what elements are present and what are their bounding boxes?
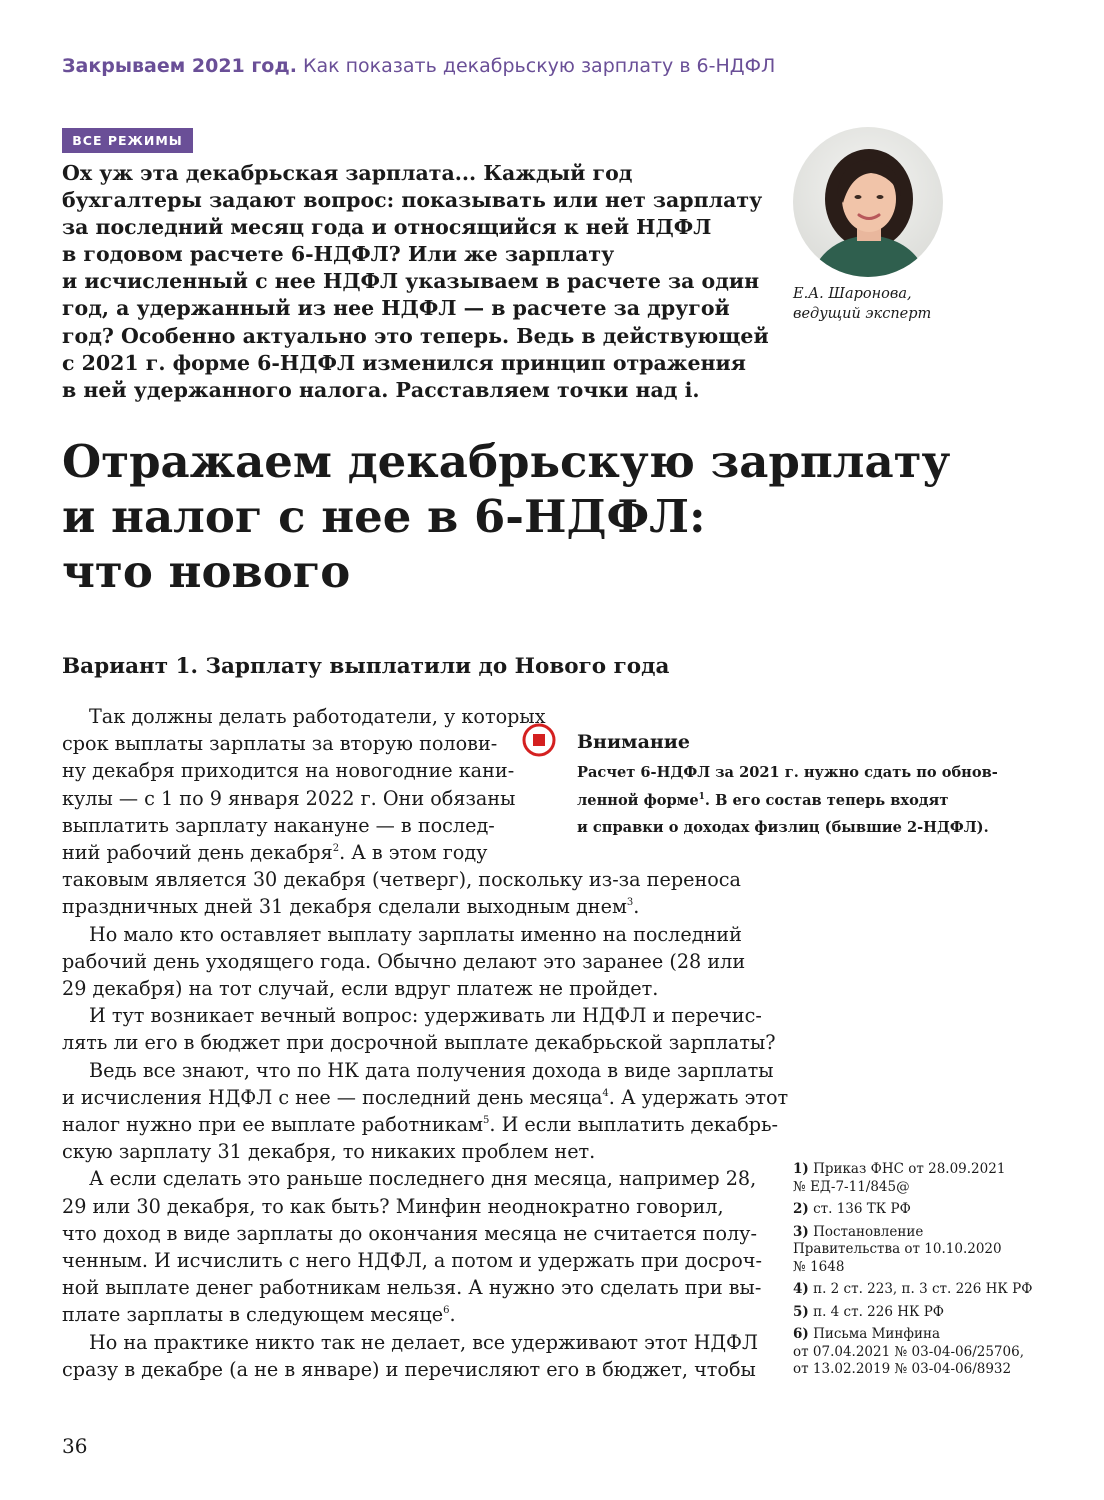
author-portrait-icon — [793, 127, 943, 277]
lead-line: и исчисленный с нее НДФЛ указываем в расчете за один — [62, 269, 760, 294]
body-line: и исчисления НДФЛ с нее — последний день месяца$^4$. А удержать этот — [62, 1085, 789, 1109]
body-line: праздничных дней 31 декабря сделали выходным днем$^3$. — [62, 895, 640, 919]
lead-line: год? Особенно актуально это теперь. Ведь в действующей — [62, 323, 769, 348]
body-line: кулы — с 1 по 9 января 2022 г. Они обязаны — [62, 786, 516, 810]
footnote: 6) Письма Минфина от 07.04.2021 № 03-04-06/25706, от 13.02.2019 № 03-04-06/8932 — [793, 1326, 1024, 1377]
headline-line: Отражаем декабрьскую зарплату — [62, 435, 951, 488]
lead-line: Ох уж эта декабрьская зарплата... Каждый год — [62, 161, 633, 185]
footnotes — [793, 1161, 1033, 1384]
body-line: рабочий день уходящего года. Обычно делают это заранее (28 или — [62, 949, 746, 973]
body-line: Ведь все знают, что по НК дата получения дохода в виде зарплаты — [89, 1058, 774, 1082]
lead-line: бухгалтеры задают вопрос: показывать или нет зарплату — [62, 188, 763, 213]
lead-paragraph — [62, 160, 769, 404]
body-line: таковым является 30 декабря (четверг), поскольку из-за переноса — [62, 868, 741, 892]
body-line: Но мало кто оставляет выплату зарплаты именно на последний — [89, 922, 742, 946]
author-caption — [793, 284, 931, 324]
body-line: 29 или 30 декабря, то как быть? Минфин неоднократно говорил, — [62, 1194, 724, 1218]
article-headline — [62, 434, 950, 599]
body-line: Но на практике никто так не делает, все удерживают этот НДФЛ — [89, 1330, 758, 1354]
lead-line: год, а удержанный из нее НДФЛ — в расчете за другой — [62, 296, 730, 321]
body-line: ченным. И исчислить с него НДФЛ, а потом и удержать при досроч- — [62, 1249, 762, 1273]
footnote: 1) Приказ ФНС от 28.09.2021 № ЕД-7-11/845@ — [793, 1161, 1006, 1195]
attention-line: и справки о доходах физлиц (бывшие 2-НДФЛ). — [577, 819, 989, 836]
headline-line: что нового — [62, 545, 351, 598]
page-number: 36 — [62, 1434, 88, 1458]
author-photo — [793, 127, 943, 277]
body-line: А если сделать это раньше последнего дня месяца, например 28, — [89, 1167, 757, 1191]
lead-line: за последний месяц года и относящийся к ней НДФЛ — [62, 215, 712, 240]
body-line: И тут возникает вечный вопрос: удерживать ли НДФЛ и перечис- — [89, 1004, 762, 1028]
footnote: 2) ст. 136 ТК РФ — [793, 1201, 911, 1217]
body-line: ний рабочий день декабря$^2$. А в этом году — [62, 841, 488, 865]
attention-line: ленной форме$^1$. В его состав теперь входят — [577, 791, 949, 809]
body-line: сразу в декабре (а не в январе) и перечисляют его в бюджет, чтобы — [62, 1357, 756, 1381]
body-line: ной выплате денег работникам нельзя. А нужно это сделать при вы- — [62, 1276, 762, 1300]
body-line: выплатить зарплату накануне — в послед- — [62, 813, 495, 837]
body-line: 29 декабря) на тот случай, если вдруг платеж не пройдет. — [62, 977, 659, 1001]
footnote-ref: 3 — [626, 897, 634, 909]
author-role: ведущий эксперт — [793, 306, 932, 322]
body-line: скую зарплату 31 декабря, то никаких проблем нет. — [62, 1140, 596, 1164]
footnote: 5) п. 4 ст. 226 НК РФ — [793, 1303, 945, 1320]
body-line: ну декабря приходится на новогодние кани- — [62, 759, 515, 783]
body-line: что доход в виде зарплаты до окончания месяца не считается полу- — [62, 1221, 757, 1245]
footnote-ref: 2 — [332, 843, 340, 855]
author-name: Е.А. Шаронова, — [793, 286, 912, 302]
lead-line: в годовом расчете 6-НДФЛ? Или же зарплату — [62, 242, 615, 267]
body-line: плате зарплаты в следующем месяце$^6$. — [62, 1303, 456, 1327]
body-line: налог нужно при ее выплате работникам$^5$. И если выплатить декабрь- — [62, 1113, 779, 1137]
headline-line: и налог с нее в 6-НДФЛ: — [62, 490, 706, 543]
footnote-ref: 4 — [602, 1087, 609, 1099]
running-head-title: Как показать декабрьскую зарплату в 6-НДФЛ — [302, 55, 776, 77]
body-line: срок выплаты зарплаты за вторую полови- — [62, 732, 498, 756]
running-head — [62, 55, 775, 77]
footnote-ref: 5 — [483, 1115, 490, 1127]
running-head-section: Закрываем 2021 год. — [62, 55, 297, 77]
footnote: 4) п. 2 ст. 223, п. 3 ст. 226 НК РФ — [793, 1281, 1033, 1297]
body-line: лять ли его в бюджет при досрочной выплате декабрьской зарплаты? — [62, 1031, 776, 1055]
lead-line: с 2021 г. форме 6-НДФЛ изменился принцип отражения — [62, 350, 746, 375]
lead-line: в ней удержанного налога. Расставляем точки над i. — [62, 377, 700, 402]
footnote-ref: 6 — [443, 1305, 450, 1317]
section-subheading: Вариант 1. Зарплату выплатили до Нового года — [62, 654, 670, 679]
footnote: 3) Постановление Правительства от 10.10.2020 № 1648 — [793, 1223, 1002, 1275]
attention-title: Внимание — [577, 731, 690, 753]
attention-line: Расчет 6-НДФЛ за 2021 г. нужно сдать по обнов- — [577, 764, 998, 781]
regime-badge: ВСЕ РЕЖИМЫ — [62, 128, 193, 153]
body-line: Так должны делать работодатели, у которых — [89, 705, 546, 728]
